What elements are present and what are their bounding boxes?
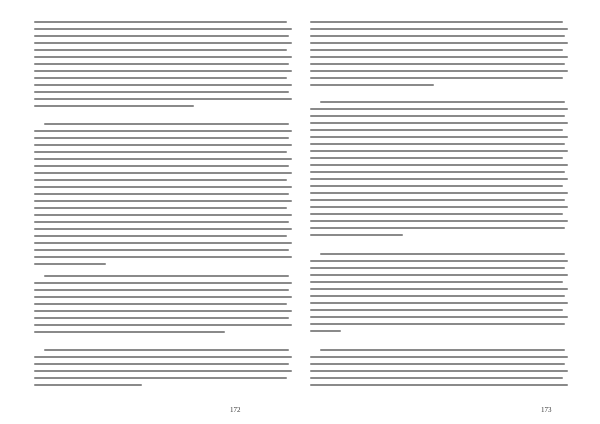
paragraph-2-quotation: [310, 96, 568, 236]
left-page: [34, 14, 292, 414]
page-number: 173: [541, 406, 552, 414]
paragraph-3-quotation: [310, 248, 568, 332]
paragraph-4: [34, 344, 292, 386]
right-page: [310, 14, 568, 414]
paragraph-1: [34, 16, 292, 107]
page-number: 172: [230, 406, 241, 414]
paragraph-2-quotation: [34, 118, 292, 265]
paragraph-3-quotation: [34, 270, 292, 333]
paragraph-4: [310, 344, 568, 386]
paragraph-1: [310, 16, 568, 86]
